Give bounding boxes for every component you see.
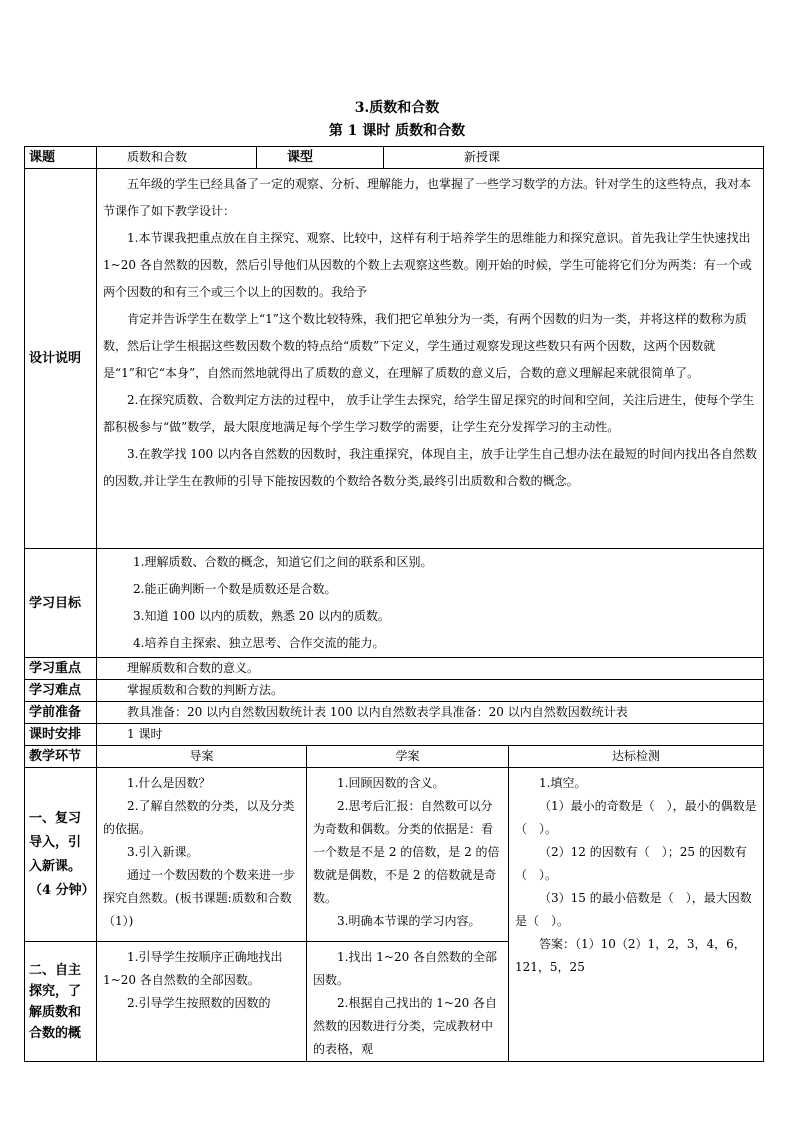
type-value: 新授课: [384, 147, 764, 169]
step1-guide: [97, 768, 307, 942]
step1-label-line: 一、复习: [29, 810, 82, 826]
step2-label-line: 合数的概: [29, 1025, 82, 1041]
prep-value: 教具准备：20 以内自然数因数统计表 100 以内自然数表学具准备：20 以内自然数因数统计表: [97, 702, 764, 724]
row-topic: [25, 147, 764, 169]
step2-guide-item: 1.引导学生按顺序正确地找出 1~20 各自然数的全部因数。: [103, 950, 283, 987]
row-time: [25, 724, 764, 746]
step1-label-line: 入新课。: [29, 858, 82, 874]
step2-label-line: 解质数和: [29, 1004, 82, 1020]
step1-guide-item: 通过一个数因数的个数来进一步探究自然数。(板书课题:质数和合数（1）): [103, 868, 296, 928]
goal-item: 3.知道 100 以内的质数，熟悉 20 以内的质数。: [133, 609, 390, 623]
step1-study-item: 2.思考后汇报：自然数可以分为奇数和偶数。分类的依据是：看一个数是不是 2 的倍数，是 2 的倍数就是偶数，不是 2 的倍数就是奇数。: [313, 799, 500, 905]
design-paragraph: 五年级的学生已经具备了一定的观察、分析、理解能力，也掌握了一些学习数学的方法。针对学生的这些特点，我对本节课作了如下教学设计：: [103, 177, 752, 218]
goal-item: 2.能正确判断一个数是质数还是合数。: [133, 582, 337, 596]
step1-study-item: 3.明确本节课的学习内容。: [337, 914, 481, 928]
time-label: 课时安排: [25, 724, 97, 746]
lesson-subtitle: 第 1 课时 质数和合数: [328, 123, 466, 139]
step2-guide-item: 2.引导学生按照数的因数的: [127, 996, 271, 1010]
topic-value: 质数和合数: [97, 147, 257, 169]
check-line: 答案：（1）10（2）1，2，3，4，6，121，5，25: [515, 937, 746, 974]
step1-label-line: 导入，引: [29, 834, 82, 850]
design-paragraph: 1.本节课我把重点放在自主探究、观察、比较中，这样有利于培养学生的思维能力和探究意识。首先我让学生快速找出 1~20 各自然数的因数，然后引导他们从因数的个数上去观察这些数。刚开始的时候，学生可能将它们分为两类：有一个或两个因数的和有三个或三个以上的因数的。我给予: [103, 231, 752, 299]
step1-label: [25, 768, 97, 942]
step1-label-line: （4 分钟）: [29, 882, 95, 898]
design-paragraph: 肯定并告诉学生在数学上“1”这个数比较特殊，我们把它单独分为一类，有两个因数的归为一类，并将这样的数称为质数，然后让学生根据这些数因数个数的特点给“质数”下定义，学生通过观察发现这些数只有两个因数，这两个因数就是“1”和它“本身”，自然而然地就得出了质数的意义，在理解了质数的意义后，合数的意义理解起来就很简单了。: [103, 312, 747, 380]
row-goals: [25, 549, 764, 658]
design-paragraph: 2.在探究质数、合数判定方法的过程中， 放手让学生去探究，给学生留足探究的时间和空间，关注后进生，使每个学生都积极参与“做”数学，最大限度地满足每个学生学习数学的需要，让学生充分发挥学习的主动性。: [103, 393, 755, 434]
goal-item: 4.培养自主探索、独立思考、合作交流的能力。: [133, 636, 385, 650]
row-difficulty: [25, 680, 764, 702]
steps-label: 教学环节: [25, 746, 97, 768]
row-steps-header: [25, 746, 764, 768]
goals-content: [97, 549, 764, 658]
topic-label: 课题: [25, 147, 97, 169]
design-label: 设计说明: [25, 169, 97, 549]
check-line: 1.填空。: [539, 776, 587, 790]
step2-study-item: 2.根据自己找出的 1~20 各自然数的因数进行分类，完成教材中的表格，观: [313, 996, 498, 1056]
step1-guide-item: 2.了解自然数的分类，以及分类的依据。: [103, 799, 295, 836]
focus-label: 学习重点: [25, 658, 97, 680]
goals-label: 学习目标: [25, 549, 97, 658]
step1-guide-item: 1.什么是因数？: [127, 776, 211, 790]
step1-study-item: 1.回顾因数的含义。: [337, 776, 445, 790]
time-value: 1 课时: [97, 724, 764, 746]
step2-label-line: 二、自主: [29, 962, 82, 978]
design-content: [97, 169, 764, 549]
step2-study: [307, 942, 509, 1062]
step1-guide-item: 3.引入新课。: [127, 845, 199, 859]
guide-header: 导案: [97, 746, 307, 768]
check-line: （2）12 的因数有（ ）；25 的因数有（ ）。: [515, 845, 747, 882]
step2-study-item: 1.找出 1~20 各自然数的全部因数。: [313, 950, 498, 987]
focus-value: 理解质数和合数的意义。: [97, 658, 764, 680]
row-focus: [25, 658, 764, 680]
document-title: 3.质数和合数: [354, 100, 440, 116]
lesson-plan-table: [24, 146, 764, 1062]
check-header: 达标检测: [509, 746, 764, 768]
prep-label: 学前准备: [25, 702, 97, 724]
design-paragraph: 3.在教学找 100 以内各自然数的因数时，我注重探究，体现自主，放手让学生自己想办法在最短的时间内找出各自然数的因数,并让学生在教师的引导下能按因数的个数给各数分类,最终引出质数和合数的概念。: [103, 447, 757, 488]
row-step-1: [25, 768, 764, 942]
goal-item: 1.理解质数、合数的概念，知道它们之间的联系和区别。: [133, 555, 433, 569]
step1-study: [307, 768, 509, 942]
check-line: （1）最小的奇数是（ ），最小的偶数是（ ）。: [515, 799, 757, 836]
step2-guide: [97, 942, 307, 1062]
step2-label: [25, 942, 97, 1062]
difficulty-label: 学习难点: [25, 680, 97, 702]
type-label: 课型: [257, 147, 384, 169]
step2-label-line: 探究，了: [29, 983, 82, 999]
row-design: [25, 169, 764, 549]
study-header: 学案: [307, 746, 509, 768]
check-line: （3）15 的最小倍数是（ ），最大因数是（ ）。: [515, 891, 752, 928]
difficulty-value: 掌握质数和合数的判断方法。: [97, 680, 764, 702]
row-prep: [25, 702, 764, 724]
check-content: [509, 768, 764, 1062]
